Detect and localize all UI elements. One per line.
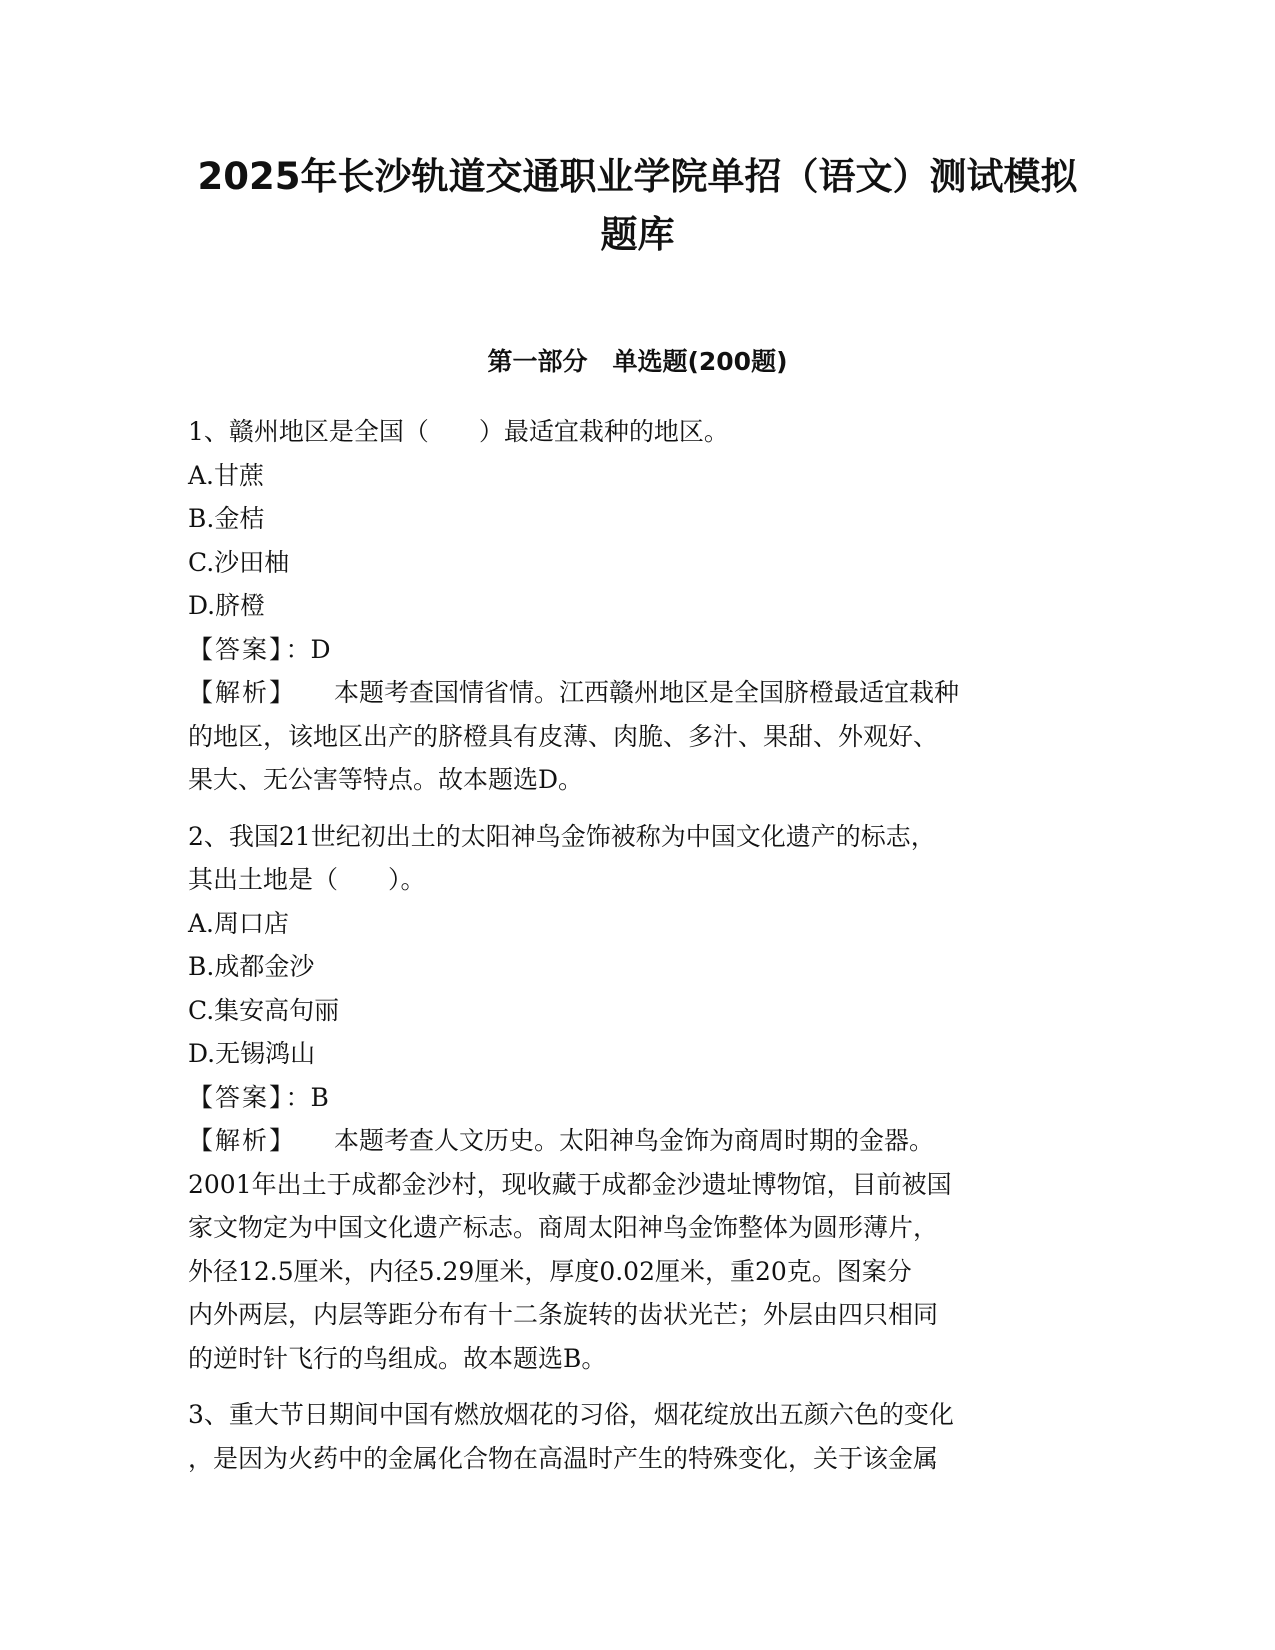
- explanation-text: 本题考查人文历史。太阳神鸟金饰为商周时期的金器。: [334, 1126, 935, 1155]
- option-c: C.沙田柚: [188, 547, 290, 577]
- option-b: B.成都金沙: [188, 952, 315, 981]
- question-stem: ，是因为火药中的金属化合物在高温时产生的特殊变化，关于该金属: [188, 1443, 939, 1473]
- answer-value: D: [310, 634, 331, 664]
- explanation-line: [188, 1119, 1078, 1163]
- explanation-text: 果大、无公害等特点。故本题选D。: [188, 765, 584, 794]
- question-stem: 其出土地是（ ）。: [188, 865, 426, 894]
- explanation-text: 2001年出土于成都金沙村，现收藏于成都金沙遗址博物馆，目前被国: [188, 1169, 952, 1199]
- explanation-text: 的逆时针飞行的鸟组成。故本题选B。: [188, 1343, 607, 1373]
- answer-line: [188, 1076, 1078, 1120]
- document-title: [150, 148, 1125, 264]
- title-line-1: 2025年长沙轨道交通职业学院单招（语文）测试模拟: [197, 155, 1078, 198]
- question-2: [188, 815, 1078, 1381]
- explanation-line: [188, 671, 1078, 715]
- answer-separator: ：: [285, 634, 311, 664]
- question-3: [188, 1393, 1078, 1480]
- question-stem: 2、我国21世纪初出土的太阳神鸟金饰被称为中国文化遗产的标志，: [188, 821, 936, 851]
- question-stem: 1、赣州地区是全国（ ）最适宜栽种的地区。: [188, 417, 729, 446]
- explanation-label: 【解析】: [188, 1126, 297, 1155]
- explanation-text: 本题考查国情省情。江西赣州地区是全国脐橙最适宜栽种: [334, 678, 960, 707]
- answer-separator: ：: [285, 1082, 311, 1112]
- answer-label: 【答案】: [188, 1082, 284, 1112]
- answer-line: [188, 628, 1078, 672]
- answer-label: 【答案】: [188, 634, 284, 664]
- option-c: C.集安高句丽: [188, 995, 340, 1025]
- question-stem: 3、重大节日期间中国有燃放烟花的习俗，烟花绽放出五颜六色的变化: [188, 1400, 954, 1429]
- option-a: A.甘蔗: [188, 460, 265, 490]
- option-d: D.脐橙: [188, 591, 266, 620]
- section-heading: 第一部分 单选题(200题): [487, 347, 788, 376]
- option-a: A.周口店: [188, 908, 290, 938]
- explanation-text: 外径12.5厘米，内径5.29厘米，厚度0.02厘米，重20克。图案分: [188, 1256, 912, 1286]
- explanation-label: 【解析】: [188, 678, 297, 707]
- option-d: D.无锡鸿山: [188, 1039, 316, 1068]
- answer-value: B: [310, 1082, 329, 1112]
- title-line-2: 题库: [600, 213, 675, 256]
- question-1: [188, 410, 1078, 802]
- option-b: B.金桔: [188, 504, 265, 533]
- explanation-text: 家文物定为中国文化遗产标志。商周太阳神鸟金饰整体为圆形薄片，: [188, 1213, 939, 1242]
- explanation-text: 的地区，该地区出产的脐橙具有皮薄、肉脆、多汁、果甜、外观好、: [188, 721, 939, 751]
- question-list: [188, 410, 1078, 1480]
- explanation-text: 内外两层，内层等距分布有十二条旋转的齿状光芒；外层由四只相同: [188, 1300, 939, 1329]
